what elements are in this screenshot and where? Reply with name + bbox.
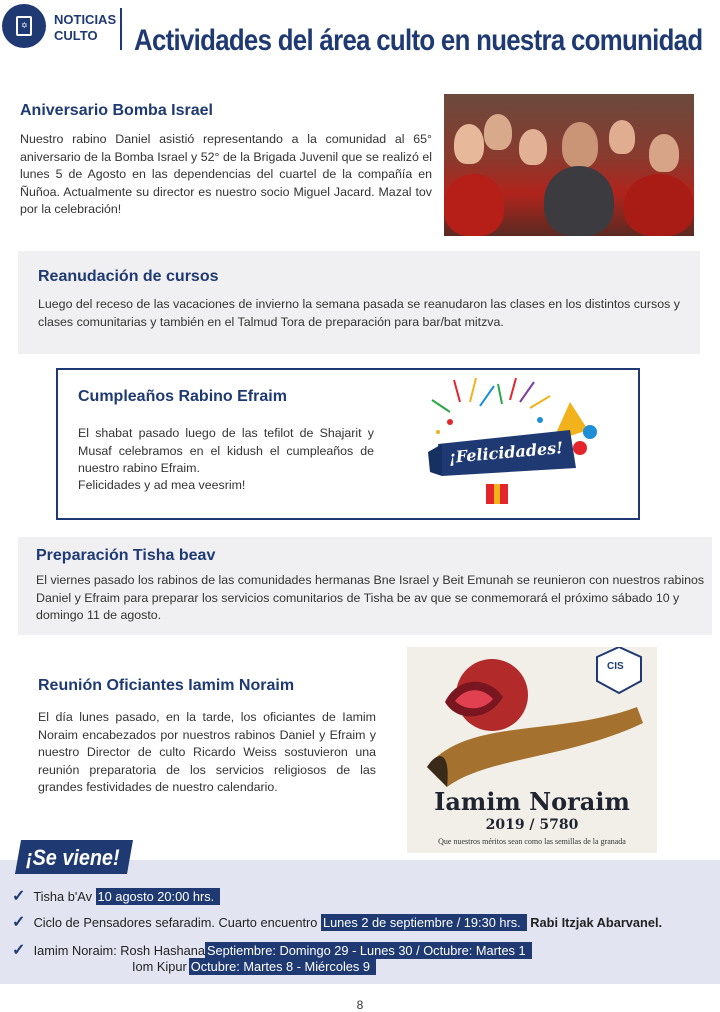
iamim-noraim-poster (407, 647, 657, 853)
event-item (12, 886, 220, 906)
poster-year: 2019 / 5780 (485, 817, 579, 833)
poster-title: Iamim Noraim (434, 787, 630, 816)
event-item (132, 959, 376, 974)
section-logo-icon: ✡ (2, 4, 46, 48)
event-date: Octubre: Martes 8 - Miércoles 9 (189, 958, 376, 975)
event-name: Tisha b'Av (33, 889, 92, 904)
article-body: El viernes pasado los rabinos de las comunidades hermanas Bne Israel y Beit Emunah se reunieron con nuestros rabinos Daniel y Efraim para preparar los servicios comunitarios de Tisha be av que se conmemorará el próximo sábado 10 y domingo 11 de agosto. (36, 573, 705, 622)
event-speaker: Rabi Itzjak Abarvanel. (530, 915, 663, 930)
poster-logo: CIS (607, 661, 624, 672)
article-title: Preparación Tisha beav (36, 547, 216, 564)
event-item (12, 912, 662, 932)
checkmark-icon: ✓ (12, 942, 26, 959)
article-body: El shabat pasado luego de las tefilot de Shajarit y Musaf celebramos en el kidush el cumpleaños de nuestro rabino Efraim. (78, 426, 374, 475)
section-label-line2: CULTO (54, 28, 98, 43)
ceremony-photo (444, 94, 694, 236)
congratulations-text: ¡Felicidades! (448, 438, 564, 467)
upcoming-label: ¡Se viene! (26, 845, 120, 870)
checkmark-icon: ✓ (12, 914, 26, 931)
page-title: Actividades del área culto en nuestra comunidad (134, 24, 703, 57)
article-title: Cumpleaños Rabino Efraim (78, 388, 287, 405)
poster-caption: Que nuestros méritos sean como las semillas de la granada (438, 837, 626, 846)
event-date: Lunes 2 de septiembre / 19:30 hrs. (321, 914, 527, 931)
article-title: Aniversario Bomba Israel (20, 102, 213, 119)
article-body: El día lunes pasado, en la tarde, los oficiantes de Iamim Noraim encabezados por nuestros rabinos Daniel y Efraim y nuestro Director de culto Ricardo Weiss sostuvieron una reunión preparatoria de los servicios religiosos de las grandes festividades de nuestro calendario. (38, 710, 376, 794)
event-name: Ciclo de Pensadores sefaradim. Cuarto encuentro (33, 915, 318, 930)
header-divider (120, 8, 122, 50)
event-date: 10 agosto 20:00 hrs. (96, 888, 221, 905)
article-body: Luego del receso de las vacaciones de invierno la semana pasada se reanudaron las clases en los distintos cursos y clases comunitarias y también en el Talmud Tora de preparación para bar/bat mitzva. (38, 297, 680, 329)
article-title: Reunión Oficiantes Iamim Noraim (38, 677, 295, 694)
checkmark-icon: ✓ (12, 888, 26, 905)
article-body-closing: Felicidades y ad mea veesrim! (78, 478, 246, 492)
article-title: Reanudación de cursos (38, 268, 219, 285)
event-name: Iamim Noraim: Rosh Hashana (33, 943, 205, 958)
congratulations-graphic (420, 372, 600, 512)
event-date: Septiembre: Domingo 29 - Lunes 30 / Octubre: Martes 1 (205, 942, 532, 959)
section-label-line1: NOTICIAS (54, 12, 117, 27)
section-label (54, 12, 116, 44)
event-item (12, 940, 532, 960)
event-name: Iom Kipur (132, 959, 187, 974)
article-body: Nuestro rabino Daniel asistió representando a la comunidad al 65° aniversario de la Bomba Israel y 52° de la Brigada Juvenil que se realizó el lunes 5 de Agosto en las dependencias del cuartel de la compañía en Ñuñoa. Actualmente su director es nuestro socio Miguel Jacard. Mazal tov por la celebración! (20, 132, 432, 216)
page-number: 8 (356, 998, 364, 1012)
